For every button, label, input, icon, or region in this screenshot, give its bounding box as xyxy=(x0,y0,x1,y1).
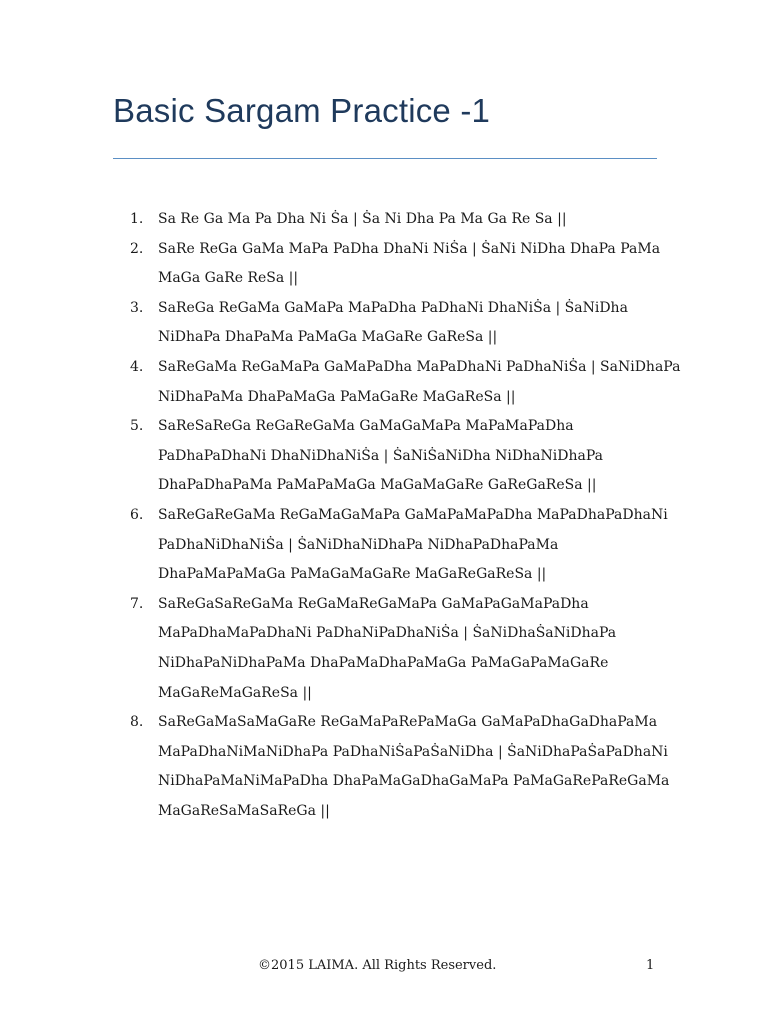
item-number: 8. xyxy=(130,714,144,731)
exercise-line: MaGa GaRe ReSa || xyxy=(158,270,299,287)
page-number: 1 xyxy=(646,958,655,973)
item-number: 2. xyxy=(130,240,144,257)
exercise-line: PaDhaNiDhaNiṠa | ṠaNiDhaNiDhaPa NiDhaPaDhaPaMa xyxy=(158,536,559,553)
list-item xyxy=(130,294,690,353)
exercise-line: SaRe ReGa GaMa MaPa PaDha DhaNi NiṠa | ṠaNi NiDha DhaPa PaMa xyxy=(158,240,661,257)
title-divider xyxy=(113,158,657,159)
exercise-line: SaReGaSaReGaMa ReGaMaReGaMaPa GaMaPaGaMaPaDha xyxy=(158,595,589,612)
list-item xyxy=(130,205,690,235)
list-item xyxy=(130,412,690,501)
exercise-line: SaReGaMaSaMaGaRe ReGaMaPaRePaMaGa GaMaPaDhaGaDhaPaMa xyxy=(158,714,658,731)
item-number: 4. xyxy=(130,358,144,375)
exercise-list xyxy=(130,205,690,826)
exercise-line: MaPaDhaMaPaDhaNi PaDhaNiPaDhaNiṠa | ṠaNiDhaṠaNiDhaPa xyxy=(158,625,617,642)
exercise-line: NiDhaPaNiDhaPaMa DhaPaMaDhaPaMaGa PaMaGaPaMaGaRe xyxy=(158,654,609,671)
exercise-line: MaPaDhaNiMaNiDhaPa PaDhaNiṠaPaṠaNiDha | ṠaNiDhaPaṠaPaDhaNi xyxy=(158,743,668,760)
exercise-line: DhaPaDhaPaMa PaMaPaMaGa MaGaMaGaRe GaReGaReSa || xyxy=(158,477,597,494)
exercise-line: MaGaReMaGaReSa || xyxy=(158,684,312,701)
exercise-line: NiDhaPaMa DhaPaMaGa PaMaGaRe MaGaReSa || xyxy=(158,388,516,405)
exercise-line: MaGaReSaMaSaReGa || xyxy=(158,802,330,819)
item-number: 7. xyxy=(130,595,144,612)
item-number: 1. xyxy=(130,211,144,227)
item-number: 3. xyxy=(130,299,144,316)
exercise-line: SaReGaMa ReGaMaPa GaMaPaDha MaPaDhaNi PaDhaNiṠa | SaNiDhaPa xyxy=(158,358,681,375)
exercise-line: SaReGaReGaMa ReGaMaGaMaPa GaMaPaMaPaDha MaPaDhaPaDhaNi xyxy=(158,506,668,523)
list-item xyxy=(130,708,690,826)
list-item xyxy=(130,590,690,708)
list-item xyxy=(130,501,690,590)
exercise-line: Sa Re Ga Ma Pa Dha Ni Ṡa | Ṡa Ni Dha Pa Ma Ga Re Sa || xyxy=(158,211,567,227)
item-number: 6. xyxy=(130,506,144,523)
exercise-line: SaReGa ReGaMa GaMaPa MaPaDha PaDhaNi DhaNiṠa | ṠaNiDha xyxy=(158,299,628,316)
exercise-line: DhaPaMaPaMaGa PaMaGaMaGaRe MaGaReGaReSa || xyxy=(158,566,547,583)
list-item xyxy=(130,235,690,294)
item-number: 5. xyxy=(130,418,144,435)
page-title: Basic Sargam Practice -1 xyxy=(113,92,491,129)
exercise-line: NiDhaPa DhaPaMa PaMaGa MaGaRe GaReSa || xyxy=(158,329,498,346)
copyright-notice: ©2015 LAIMA. All Rights Reserved. xyxy=(258,958,497,973)
exercise-line: NiDhaPaMaNiMaPaDha DhaPaMaGaDhaGaMaPa PaMaGaRePaReGaMa xyxy=(158,773,670,790)
exercise-line: PaDhaPaDhaNi DhaNiDhaNiṠa | ṠaNiṠaNiDha NiDhaNiDhaPa xyxy=(158,447,603,464)
list-item xyxy=(130,353,690,412)
exercise-line: SaReSaReGa ReGaReGaMa GaMaGaMaPa MaPaMaPaDha xyxy=(158,418,574,435)
